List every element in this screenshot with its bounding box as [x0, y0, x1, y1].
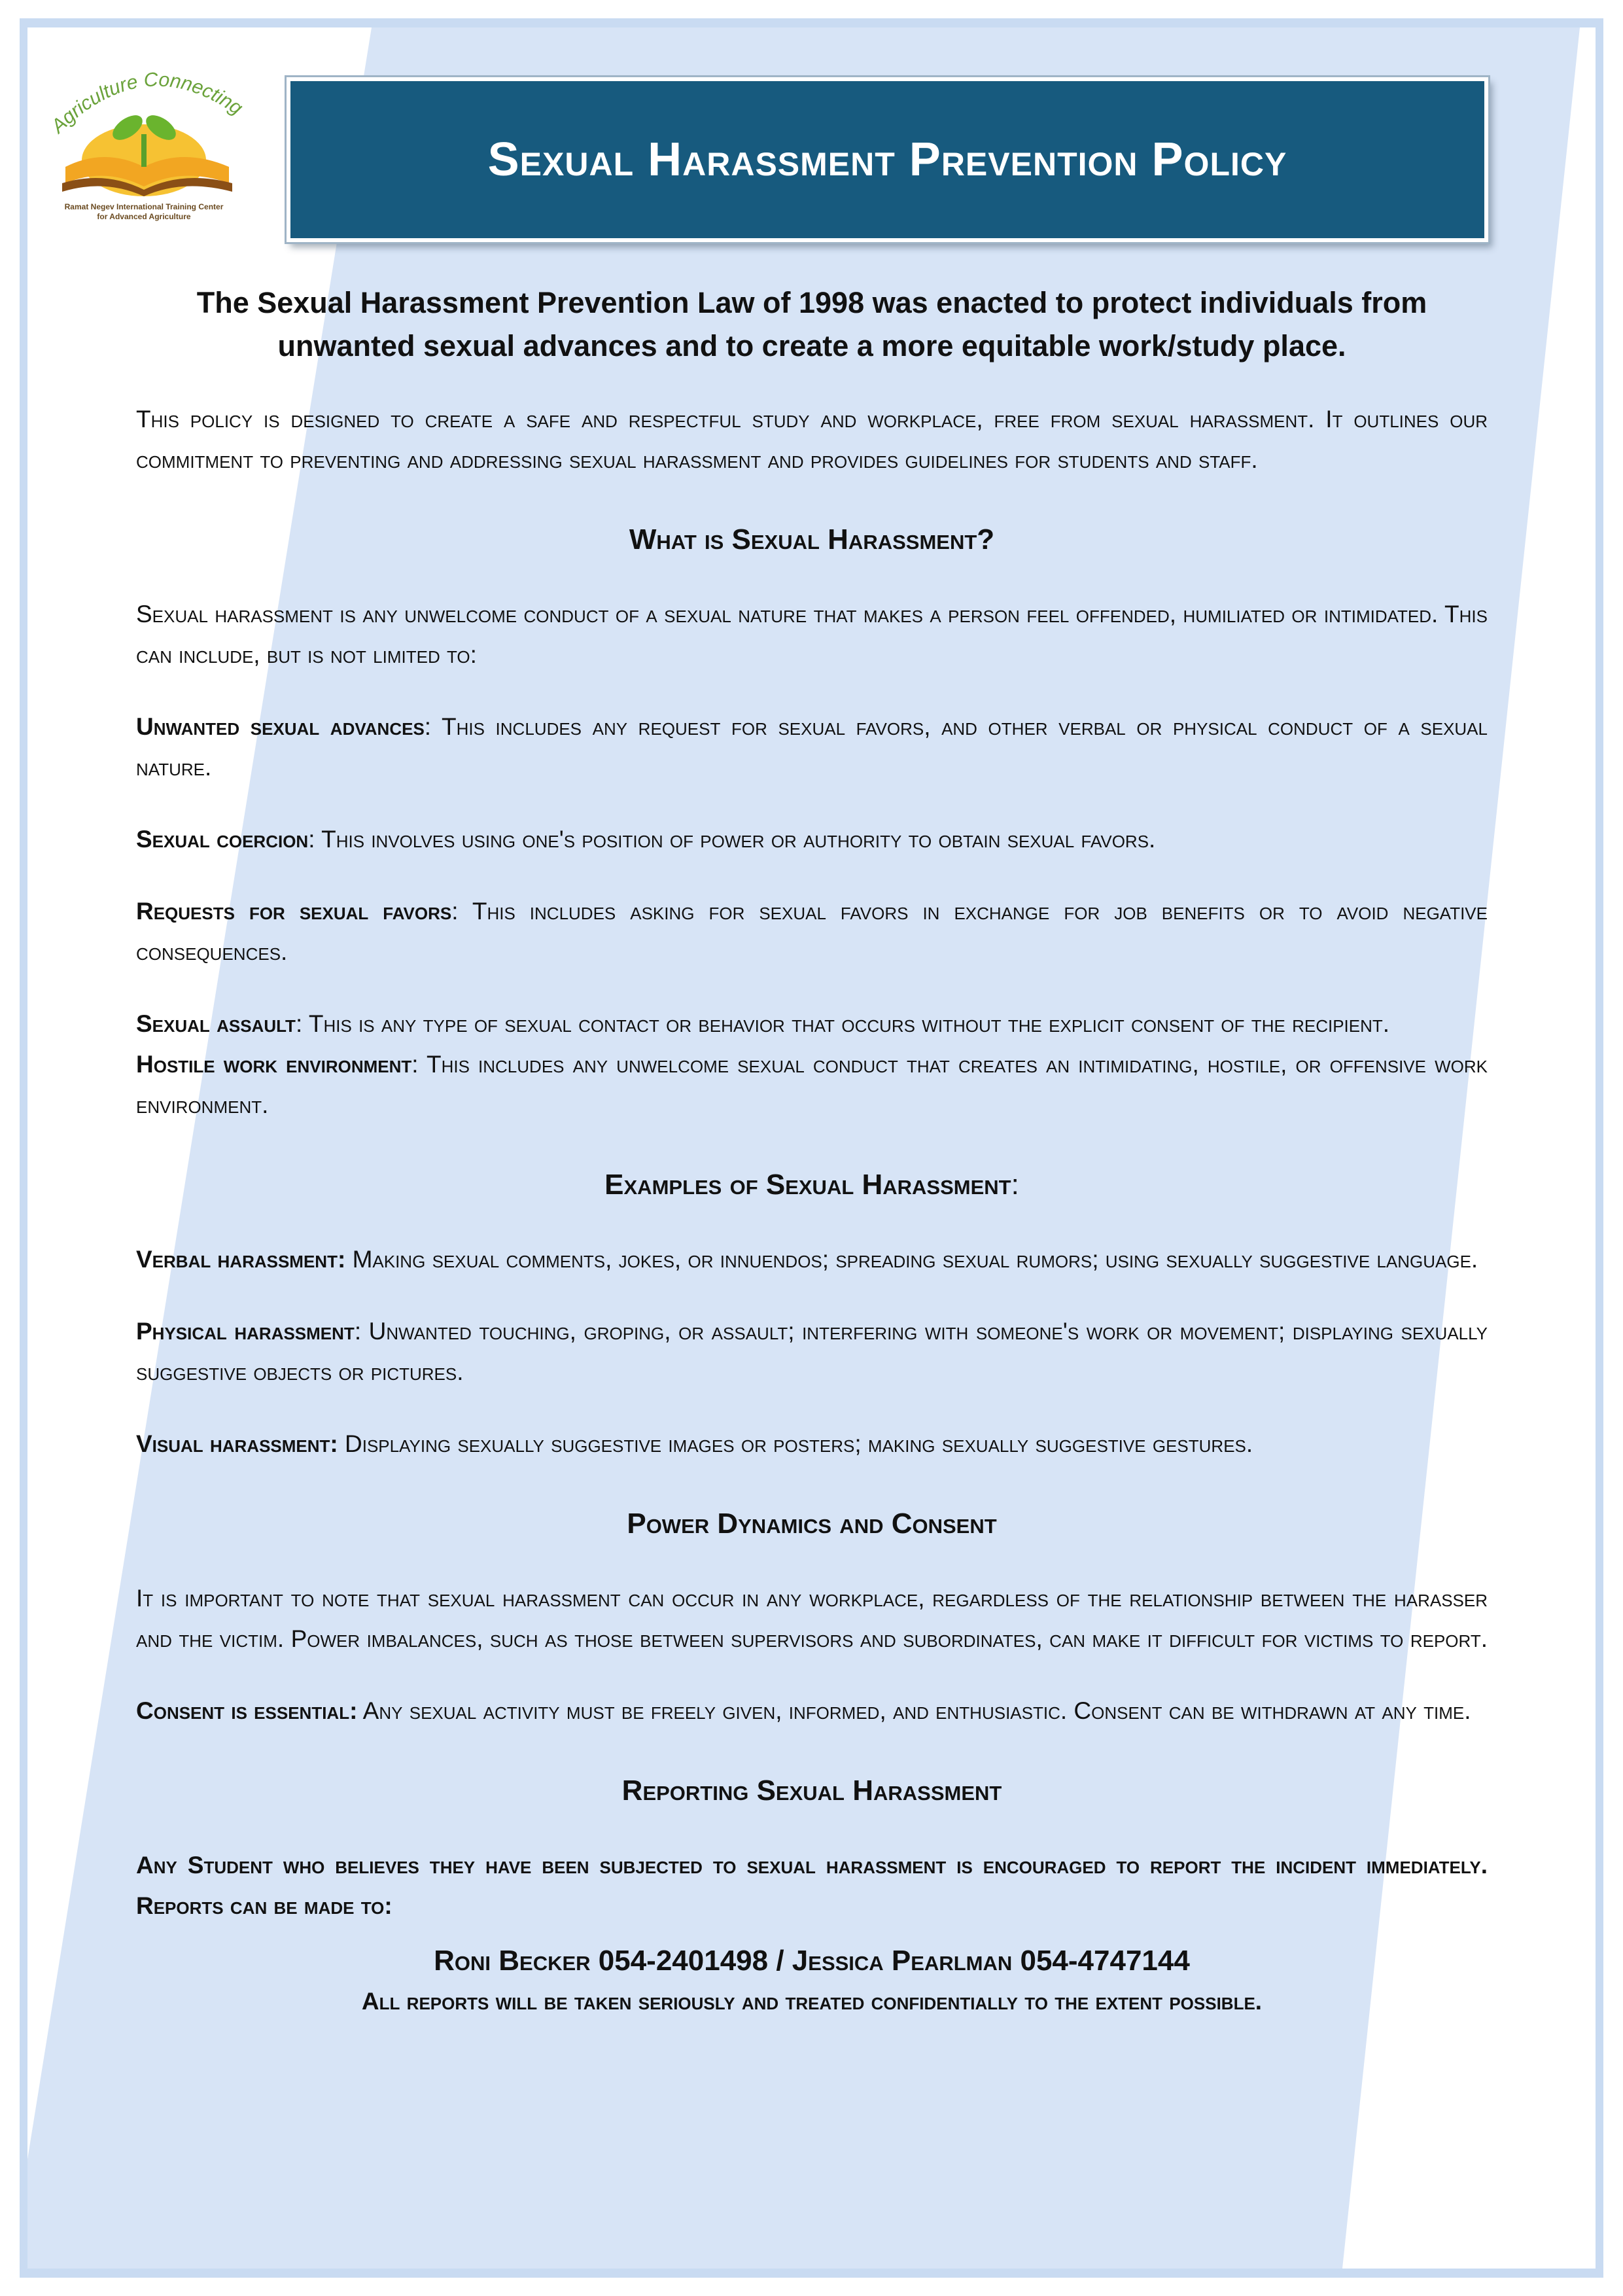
logo-caption-line1: Ramat Negev International Training Center	[64, 202, 224, 211]
example-item	[136, 1239, 1488, 1280]
item-text: This includes any unwelcome sexual conduct that creates an intimidating, hostile, or offensive work environment.	[136, 1051, 1488, 1118]
item-separator: :	[424, 713, 442, 740]
organization-logo	[39, 62, 262, 232]
item-separator: :	[451, 898, 472, 925]
policy-body	[136, 281, 1488, 2022]
item-text: Making sexual comments, jokes, or innuendos; spreading sexual rumors; using sexually suggestive language.	[352, 1246, 1478, 1273]
sprout-book-logo-icon	[39, 62, 249, 200]
section-heading-definition: What is Sexual Harassment?	[629, 523, 995, 556]
item-text: This includes asking for sexual favors in exchange for job benefits or to avoid negative consequences.	[136, 898, 1488, 965]
reporting-paragraph: Any Student who believes they have been subjected to sexual harassment is encouraged to report the incident immediately. Reports can be made to:	[136, 1852, 1488, 1919]
item-separator: :	[354, 1318, 369, 1345]
item-separator: :	[308, 826, 322, 853]
item-text: Any sexual activity must be freely given, informed, and enthusiastic. Consent can be withdrawn at any time.	[362, 1697, 1471, 1724]
item-separator: :	[295, 1010, 309, 1037]
item-term: Consent is essential:	[136, 1697, 358, 1724]
page-title: Sexual Harassment Prevention Policy	[487, 133, 1287, 186]
item-term: Sexual coercion	[136, 826, 309, 853]
item-term: Verbal harassment:	[136, 1246, 346, 1273]
item-term: Sexual assault	[136, 1010, 296, 1037]
examples-heading-colon: :	[1011, 1169, 1019, 1201]
closing-statement: All reports will be taken seriously and treated confidentially to the extent possible.	[361, 1988, 1263, 2015]
item-text: This is any type of sexual contact or behavior that occurs without the explicit consent of the recipient.	[308, 1010, 1390, 1037]
section-heading-power: Power Dynamics and Consent	[627, 1508, 997, 1540]
item-text: Unwanted touching, groping, or assault; interfering with someone's work or movement; displaying sexually suggestive objects or pictures.	[136, 1318, 1488, 1385]
definition-item	[136, 819, 1488, 860]
consent-paragraph	[136, 1691, 1488, 1731]
logo-arc-text: Agriculture Connecting	[47, 69, 247, 137]
reporting-contacts: Roni Becker 054-2401498 / Jessica Pearlman 054-4747144	[434, 1945, 1190, 1977]
definition-item	[136, 1004, 1488, 1044]
examples-heading-text: Examples of Sexual Harassment	[604, 1169, 1011, 1201]
example-item	[136, 1311, 1488, 1392]
intro-paragraph: This policy is designed to create a safe and respectful study and workplace, free from sexual harassment. It outlines our commitment to preventing and addressing sexual harassment and provides guidelines for students and staff.	[136, 406, 1488, 473]
item-text: Displaying sexually suggestive images or posters; making sexually suggestive gestures.	[345, 1430, 1253, 1457]
definition-item	[136, 1044, 1488, 1125]
title-banner	[287, 77, 1488, 242]
item-term: Requests for sexual favors	[136, 898, 452, 925]
item-text: This includes any request for sexual favors, and other verbal or physical conduct of a sexual nature.	[136, 713, 1488, 781]
logo-caption-line2: for Advanced Agriculture	[97, 212, 191, 221]
item-term: Visual harassment:	[136, 1430, 338, 1457]
item-separator	[338, 1430, 345, 1457]
power-paragraph: It is important to note that sexual harassment can occur in any workplace, regardless of the relationship between the harasser and the victim. Power imbalances, such as those between supervisors and subordinates, can make it difficult for victims to report.	[136, 1585, 1488, 1652]
item-term: Physical harassment	[136, 1318, 355, 1345]
definition-item	[136, 707, 1488, 788]
example-item	[136, 1424, 1488, 1464]
lead-statement: The Sexual Harassment Prevention Law of 1998 was enacted to protect individuals from unwanted sexual advances and to create a more equitable work/study place.	[196, 286, 1427, 362]
definition-paragraph: Sexual harassment is any unwelcome conduct of a sexual nature that makes a person feel offended, humiliated or intimidated. This can include, but is not limited to:	[136, 601, 1488, 668]
item-term: Hostile work environment	[136, 1051, 412, 1078]
item-separator: :	[411, 1051, 427, 1078]
section-heading-examples	[136, 1165, 1488, 1205]
definition-item	[136, 891, 1488, 972]
item-separator	[345, 1246, 352, 1273]
item-text: This involves using one's position of power or authority to obtain sexual favors.	[321, 826, 1156, 853]
item-term: Unwanted sexual advances	[136, 713, 425, 740]
section-heading-reporting: Reporting Sexual Harassment	[621, 1775, 1002, 1807]
